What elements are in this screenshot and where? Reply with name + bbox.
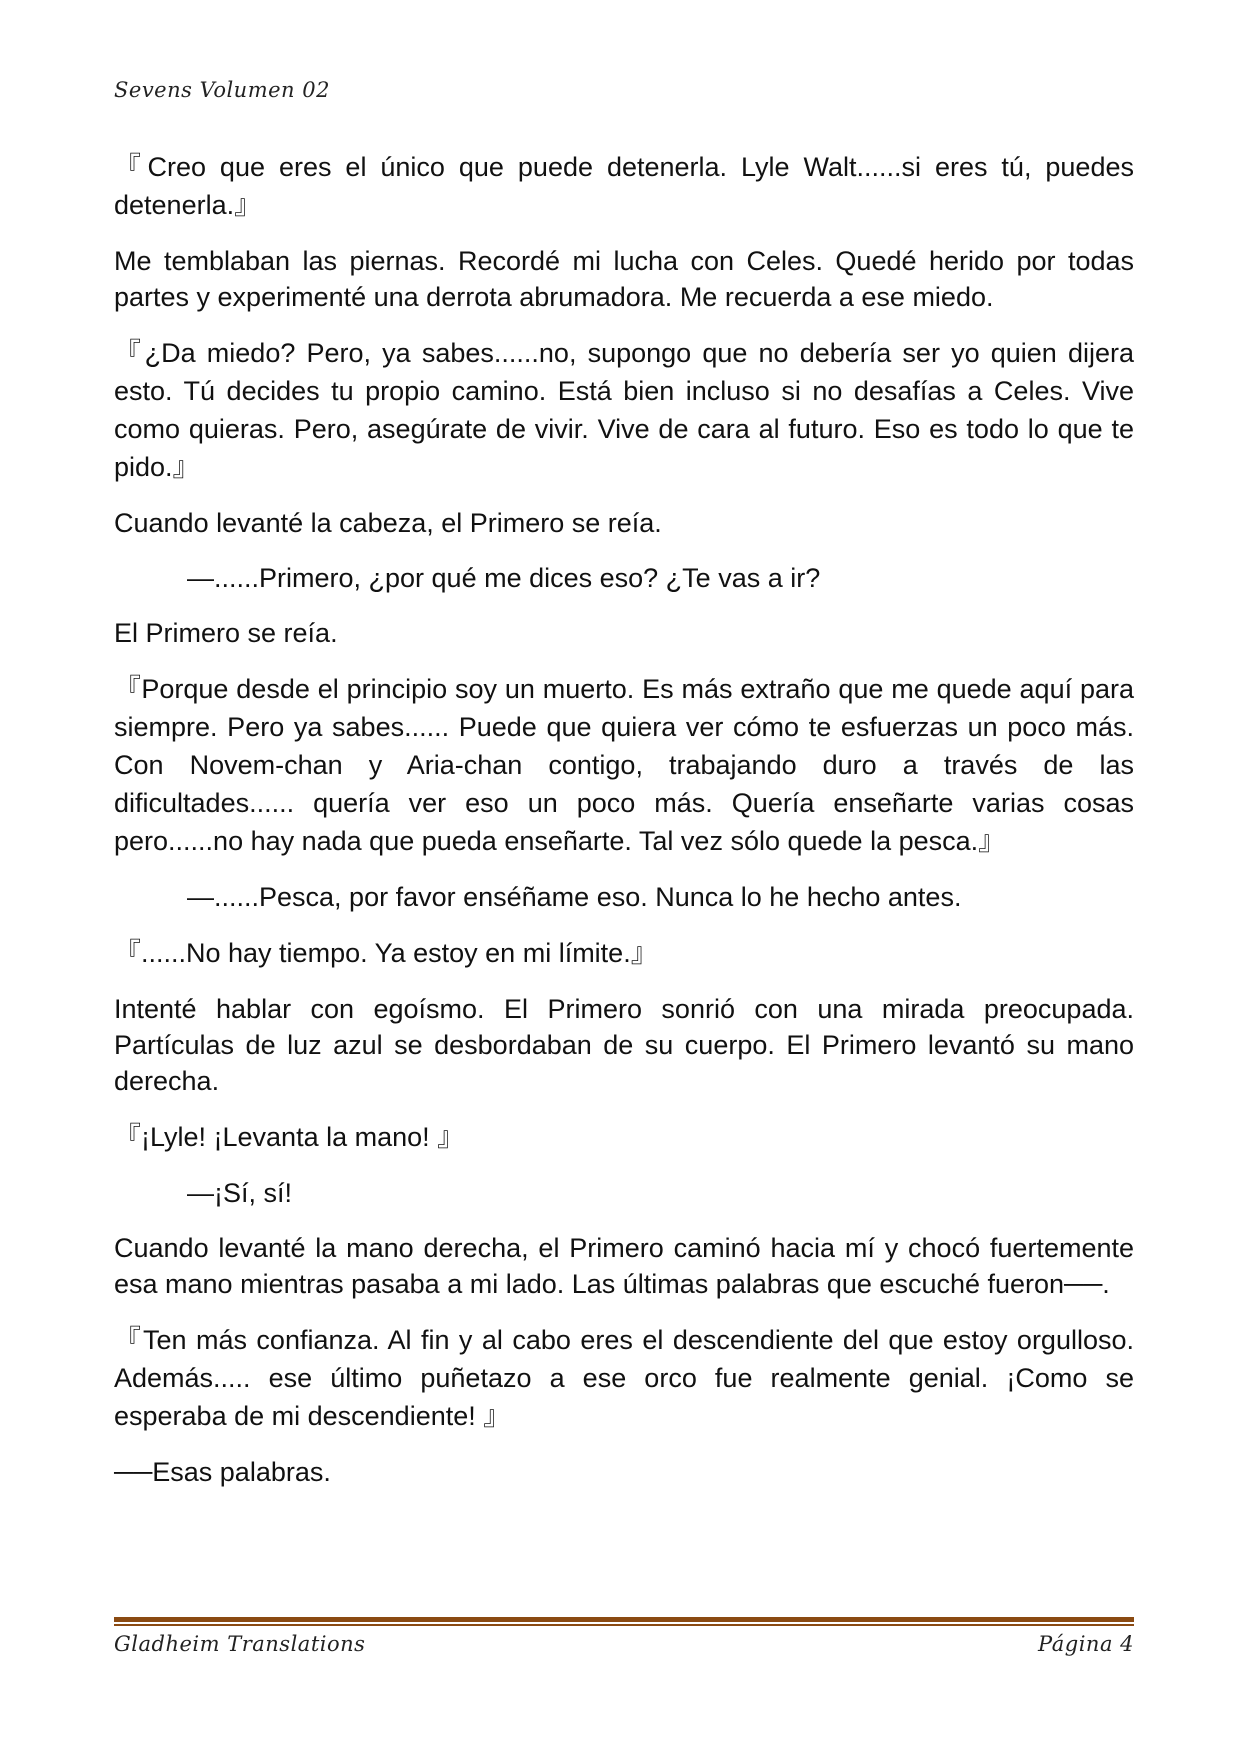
- paragraph: Me temblaban las piernas. Recordé mi lucha con Celes. Quedé herido por todas partes y experimenté una derrota abrumadora. Me recuerda a ese miedo.: [114, 246, 1134, 312]
- paragraph: —......Primero, ¿por qué me dices eso? ¿Te vas a ir?: [187, 563, 821, 593]
- paragraph: —¡Sí, sí!: [187, 1178, 293, 1208]
- paragraph: Cuando levanté la cabeza, el Primero se reía.: [114, 508, 662, 538]
- page-number: Página 4: [1038, 1632, 1134, 1656]
- paragraph: 『Porque desde el principio soy un muerto. Es más extraño que me quede aquí para siempre. Pero ya sabes...... Puede que quiera ver cómo te esfuerzas un poco más. Con Novem-chan y Aria-chan contigo, trabajando duro a través de las dificultades...... quería ver eso un poco más. Quería enseñarte varias cosas pero......no hay nada que pueda enseñarte. Tal vez sólo quede la pesca.』: [114, 674, 1134, 856]
- paragraph: 『......No hay tiempo. Ya estoy en mi límite.』: [114, 938, 658, 968]
- paragraph: 『Creo que eres el único que puede detenerla. Lyle Walt......si eres tú, puedes detenerla.』: [114, 152, 1134, 220]
- paragraph: El Primero se reía.: [114, 618, 338, 648]
- paragraph: —......Pesca, por favor enséñame eso. Nunca lo he hecho antes.: [187, 882, 962, 912]
- paragraph: ──Esas palabras.: [114, 1457, 331, 1487]
- paragraph: Intenté hablar con egoísmo. El Primero sonrió con una mirada preocupada. Partículas de luz azul se desbordaban de su cuerpo. El Primero levantó su mano derecha.: [114, 994, 1134, 1096]
- running-header: Sevens Volumen 02: [114, 78, 330, 102]
- body-text: [114, 148, 1134, 1490]
- paragraph: 『¡Lyle! ¡Levanta la mano! 』: [114, 1122, 465, 1152]
- footer-rule-thin: [114, 1624, 1134, 1626]
- paragraph: 『Ten más confianza. Al fin y al cabo eres el descendiente del que estoy orgulloso. Además..... ese último puñetazo a ese orco fue realmente genial. ¡Como se esperaba de mi descendiente! 』: [114, 1325, 1134, 1431]
- paragraph: Cuando levanté la mano derecha, el Primero caminó hacia mí y chocó fuertemente esa mano mientras pasaba a mi lado. Las últimas palabras que escuché fueron──.: [114, 1233, 1134, 1299]
- footer-rule: [114, 1617, 1134, 1622]
- footer-publisher: Gladheim Translations: [114, 1632, 366, 1656]
- paragraph: 『¿Da miedo? Pero, ya sabes......no, supongo que no debería ser yo quien dijera esto. Tú decides tu propio camino. Está bien incluso si no desafías a Celes. Vive como quieras. Pero, asegúrate de vivir. Vive de cara al futuro. Eso es todo lo que te pido.』: [114, 338, 1134, 482]
